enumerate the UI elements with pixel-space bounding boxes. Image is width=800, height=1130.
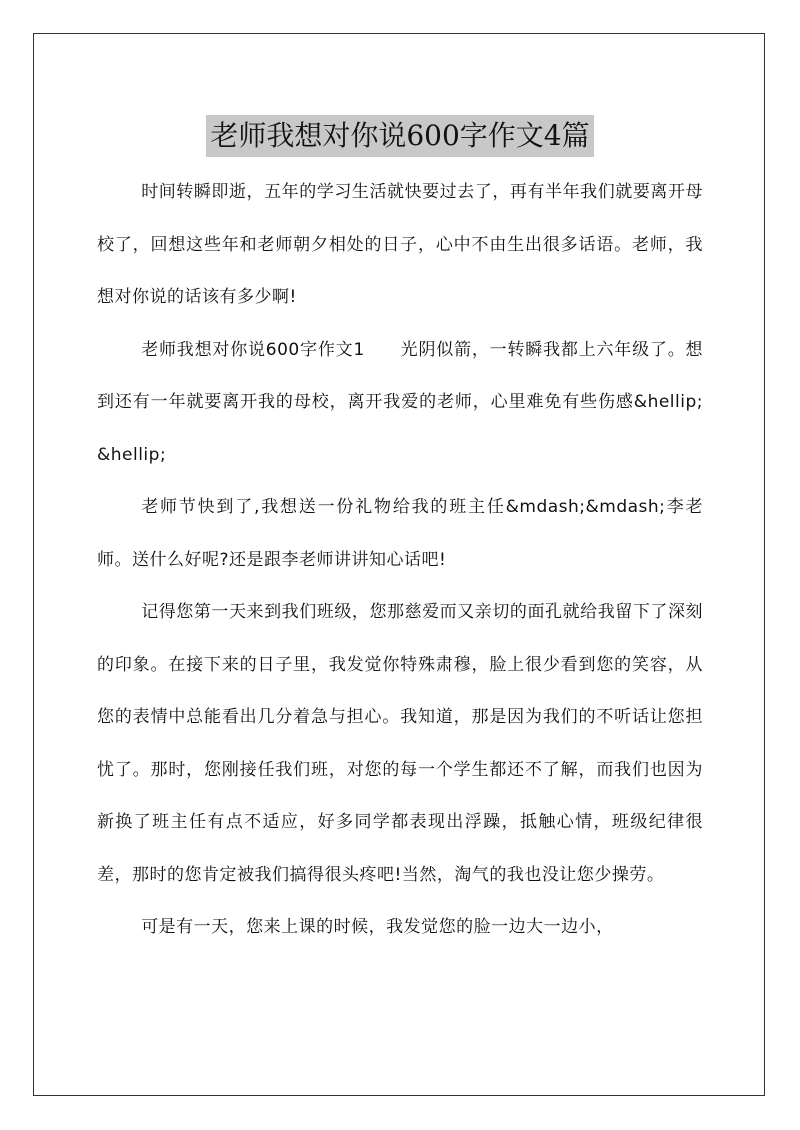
- paragraph-teachers-day: 老师节快到了,我想送一份礼物给我的班主任&mdash;&mdash;李老师。送什么好呢?还是跟李老师讲讲知心话吧!: [97, 497, 703, 570]
- paragraph-one-day: 可是有一天，您来上课的时候，我发觉您的脸一边大一边小，: [141, 917, 614, 937]
- paragraph-intro: 时间转瞬即逝，五年的学习生活就快要过去了，再有半年我们就要离开母校了，回想这些年和老师朝夕相处的日子，心中不由生出很多话语。老师，我想对你说的话该有多少啊!: [97, 182, 703, 307]
- paragraph-essay-1-opening: 老师我想对你说600字作文1 光阴似箭，一转瞬我都上六年级了。想到还有一年就要离开我的母校，离开我爱的老师，心里难免有些伤感&hellip;&hellip;: [97, 339, 703, 465]
- document-body: [97, 166, 703, 954]
- document-title: 老师我想对你说600字作文4篇: [206, 115, 593, 157]
- title-container: [0, 96, 800, 176]
- paragraph-first-day: 记得您第一天来到我们班级，您那慈爱而又亲切的面孔就给我留下了深刻的印象。在接下来的日子里，我发觉你特殊肃穆，脸上很少看到您的笑容，从您的表情中总能看出几分着急与担心。我知道，那是因为我们的不听话让您担忧了。那时，您刚接任我们班，对您的每一个学生都还不了解，而我们也因为新换了班主任有点不适应，好多同学都表现出浮躁，抵触心情，班级纪律很差，那时的您肯定被我们搞得很头疼吧!当然，淘气的我也没让您少操劳。: [97, 602, 703, 885]
